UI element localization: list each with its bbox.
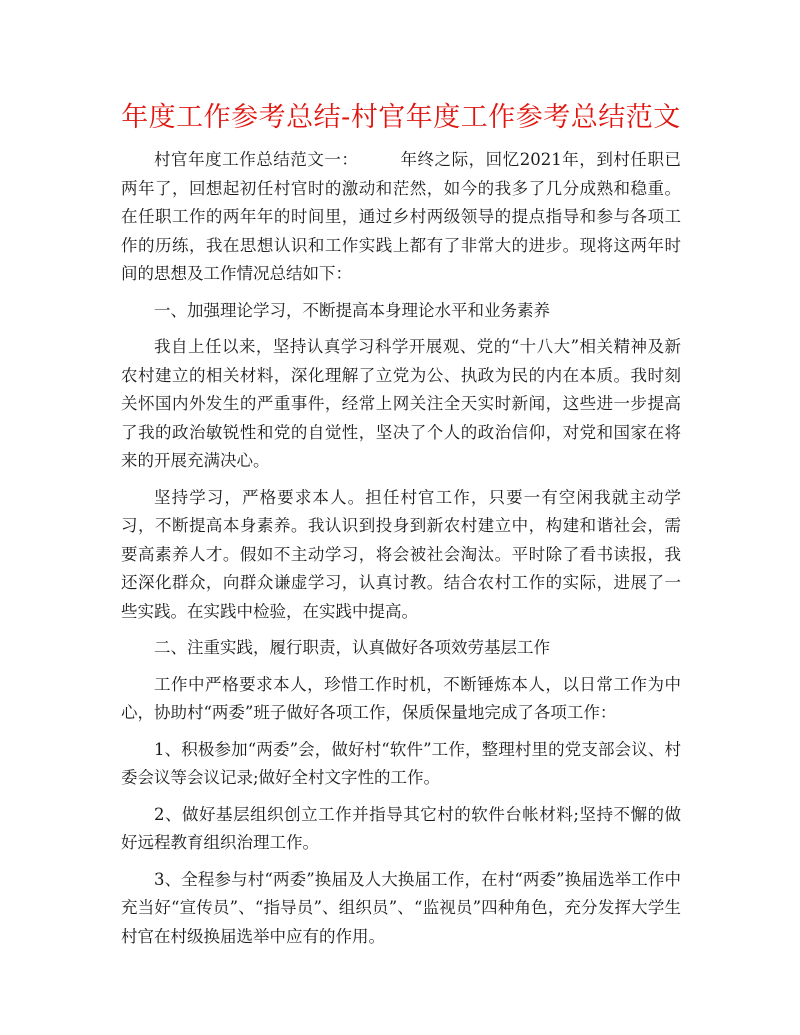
intro-paragraph [121, 146, 681, 289]
paragraph-theory-study: 我自上任以来，坚持认真学习科学开展观、党的“十八大”相关精神及新农村建立的相关材料，深化理解了立党为公、执政为民的内在本质。我时刻关怀国内外发生的严重事件，经常上网关注全天实时新闻，这些进一步提高了我的政治敏锐性和党的自觉性，坚决了个人的政治信仰，对党和国家在将来的开展充满决心。 [121, 337, 681, 470]
document-page [121, 96, 681, 951]
list-item-1: 1、积极参加“两委”会，做好村“软件”工作，整理村里的党支部会议、村委会议等会议记录;做好全村文字性的工作。 [121, 739, 681, 787]
document-title: 年度工作参考总结-村官年度工作参考总结范文 [121, 102, 681, 133]
paragraph-practice-intro: 工作中严格要求本人，珍惜工作时机，不断锤炼本人，以日常工作为中心，协助村“两委”班子做好各项工作，保质保量地完成了各项工作： [121, 674, 681, 722]
section-heading-2: 二、注重实践，履行职责，认真做好各项效劳基层工作 [154, 638, 550, 657]
list-item-2: 2、做好基层组织创立工作并指导其它村的软件台帐材料;坚持不懈的做好远程教育组织治理工作。 [121, 804, 681, 852]
list-item-3: 3、全程参与村“两委”换届及人大换届工作，在村“两委”换届选举工作中充当好“宣传员”、“指导员”、组织员”、“监视员”四种角色，充分发挥大学生村官在村级换届选举中应有的作用。 [121, 869, 681, 946]
intro-text: 年终之际，回忆2021年，到村任职已两年了，回想起初任村官时的激动和茫然，如今的我多了几分成熟和稳重。在任职工作的两年年的时间里，通过乡村两级领导的提点指导和参与各项工作的历练，我在思想认识和工作实践上都有了非常大的进步。现将这两年时间的思想及工作情况总结如下： [121, 150, 681, 283]
paragraph-persistent-learning: 坚持学习，严格要求本人。担任村官工作，只要一有空闲我就主动学习，不断提高本身素养。我认识到投身到新农村建立中，构建和谐社会，需要高素养人才。假如不主动学习，将会被社会淘汰。平时除了看书读报，我还深化群众，向群众谦虚学习，认真讨教。结合农村工作的实际，进展了一些实践。在实践中检验，在实践中提高。 [121, 487, 681, 621]
intro-label: 村官年度工作总结范文一： [154, 150, 359, 169]
section-heading-1: 一、加强理论学习，不断提高本身理论水平和业务素养 [154, 300, 550, 320]
